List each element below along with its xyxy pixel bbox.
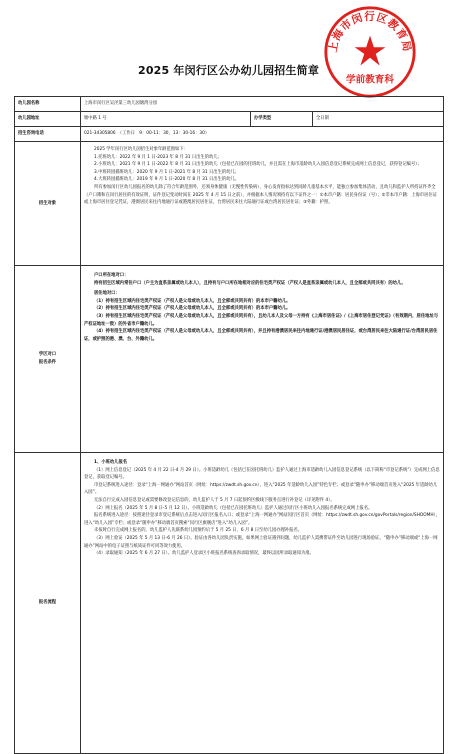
process-paragraph: 市登记系统进入途径：登录“上海一网通办”网站首页（网址：https://zwdt.sh.gov.cn），进入“2025 年适龄幼儿入园”特色专栏；或登录“随申办”移动端首页进入“2025 年适龄幼儿入园”。 — [84, 482, 438, 496]
residence-title: 居住地对口： — [94, 291, 120, 297]
row-target — [15, 142, 444, 266]
hukou-text: 持有招生区域内常住户口（户主为直系亲属或幼儿本人），且持有与户口所在地相对应的住宅类产权证（产权人是直系亲属或幼儿本人，且全部或共同共有）的幼儿。 — [94, 280, 406, 286]
value-kindergarten-name: 上海市闵行区吴泾第三幼儿园塘湾分园 — [81, 97, 444, 112]
label-phone: 招生咨询电话 — [15, 127, 81, 142]
process-content — [81, 453, 444, 754]
label-process: 报名流程 — [15, 453, 81, 754]
label-conditions-line: 报名条件 — [38, 360, 57, 365]
label-conditions — [15, 266, 81, 453]
svg-text:学前教育科: 学前教育科 — [346, 74, 394, 86]
process-paragraph: 未按时自行完成网上报名的，幼儿监护人先联系幼儿园预约后于 5 月 25 日、6 月 8 日至幼儿园办理补报名。 — [94, 528, 302, 534]
residence-item: （1）持有招生区域内住宅类产权证（产权人是父母或幼儿本人，且全部或共同共有）的本市户籍幼儿。 — [94, 298, 291, 304]
process-paragraph: 无法自行完成入园信息登记或需要修改登记信息的，幼儿监护人于 5 月 7 日起预约区级线下服务点进行补登记（详见附件 4）。 — [94, 497, 335, 503]
target-intro: 2025 学年闵行区幼儿园招生对象年龄范围如下： — [94, 147, 188, 152]
target-item: 4.大班转园插班幼儿：2019 年 9 月 1 日-2020 年 8 月 31 日出生的幼儿。 — [94, 177, 240, 183]
official-seal-icon — [322, 4, 418, 100]
residence-item: （2）持有招生区域内住宅类产权证（产权人是父母或幼儿本人，且全部或共同共有）的本市户籍幼儿。 — [94, 306, 291, 312]
target-note: 所有参加闵行区幼儿园报名的幼儿除了符合年龄范围外，还须身体健康（无慢性传染病），身心发育指标达到同龄儿童基本水平，能独立参加集体活动，且幼儿和监护人所持证件齐全（户口簿和在闵行居住的有效证明，证件登记变动时间在 2025 年 4 月 15 日之前），并根据本人情况须持有以下证件之一：①本市户籍：居民身份证（号）；②非本市户籍：上海市居住证或上海市居住登记凭证，港澳居民来往内地通行证或港澳居民居住证，台湾居民来往大陆通行证或台湾居民居住证；③外籍：护照。 — [84, 184, 437, 206]
target-item: 2.小班幼儿：2021 年 9 月 1 日-2022 年 8 月 31 日出生的幼儿（包括已在园的托班幼儿，并且需在上海市适龄幼儿入园信息登记系统完成网上信息登记，获得登记编号）； — [94, 162, 422, 168]
label-address: 幼儿园地址 — [15, 112, 81, 127]
process-paragraph: （3）网上验证（2025 年 5 月 13 日-6 月 26 日）。验证由各幼儿园负责实施，如果网上验证遇到问题，幼儿监护人需携带证件至幼儿园进行现场验证。“随申办”移动端或“上海一网通办”网站中的电子证照与纸质证件可同等效力使用。 — [84, 535, 438, 549]
process-paragraph: （1）网上信息登记（2025 年 4 月 22 日-4 月 29 日）。小班适龄幼儿（包括已在园托班幼儿）监护人通过上海市适龄幼儿入园信息登记系统（以下简称“市登记系统”）完成网上信息登记，获取登记编号。 — [84, 467, 440, 481]
residence-item: （4）持有招生区域内住宅类产权证（产权人是父母或幼儿本人，且全部或共同共有），并且持有港澳居民来往内地通行证/港澳居民居住证，或台湾居民来往大陆通行证/台湾居民居住证，或护照的港、澳、台、外籍幼儿。 — [84, 329, 438, 342]
value-address: 塘中路 1 号 — [81, 112, 251, 127]
value-school-type: 全日制 — [313, 112, 444, 127]
hukou-title: 户口所在地对口： — [94, 273, 129, 278]
process-paragraph: 报名系统进入途径：按照途径登录市登记系统后点击进入闵行区报名入口；或登录“上海一网通办”网站闵行区首页（网址：https://zwdt.sh.gov.cn/govPortals/region/SHOOMH），进入“幼儿入园”专栏；或登录“随申办”移动端首页搜索“闵行区旗舰店”进入“幼儿入园”。 — [84, 513, 440, 526]
process-section-title: 1、小班幼儿报名 — [94, 460, 128, 465]
label-school-type: 办学类型 — [251, 112, 313, 127]
label-kindergarten-name: 幼儿园名称 — [15, 97, 81, 112]
process-paragraph: （2）网上报名（2025 年 5 月 8 日-5 月 12 日）。小班适龄幼儿（包括已在园托班幼儿）监护人通过闵行区小班幼儿入园报名系统完成网上报名。 — [94, 505, 373, 511]
brochure-table — [14, 96, 444, 754]
residence-item: （3）持有招生区域内住宅类产权证（产权人是父母或幼儿本人，且全部或共同共有），且幼儿本人及父母一方持有《上海市居住证》/《上海市居住登记凭证》（有效期内，居住地址与产权证地址一致）的外省市户籍幼儿。 — [84, 313, 439, 327]
row-name — [15, 97, 444, 112]
conditions-content — [81, 266, 444, 453]
process-paragraph: （4）录取通知（2025 年 6 月 27 日）。幼儿监护人登录区小班报名系统查询录取情况，最终以园所录取通知为准。 — [94, 551, 314, 557]
label-conditions-line: 学区对口 — [38, 352, 57, 358]
row-phone — [15, 127, 444, 142]
row-process — [15, 453, 444, 754]
row-address — [15, 112, 444, 127]
target-item: 3.中班转园插班幼儿：2020 年 9 月 1 日-2021 年 8 月 31 日出生的幼儿； — [94, 169, 240, 175]
svg-text:上海市闵行区教育局: 上海市闵行区教育局 — [327, 11, 413, 54]
target-content — [81, 142, 444, 266]
target-item: 1.托班幼儿：2022 年 9 月 1 日-2023 年 8 月 31 日出生的幼儿； — [94, 154, 222, 160]
value-phone: 021-34305806 （工作日 9：00-11：30，13：30-16：30） — [81, 127, 444, 142]
label-target: 招生对象 — [15, 142, 81, 266]
row-conditions — [15, 266, 444, 453]
page-title: 2025 年闵行区公办幼儿园招生简章 — [137, 64, 320, 77]
